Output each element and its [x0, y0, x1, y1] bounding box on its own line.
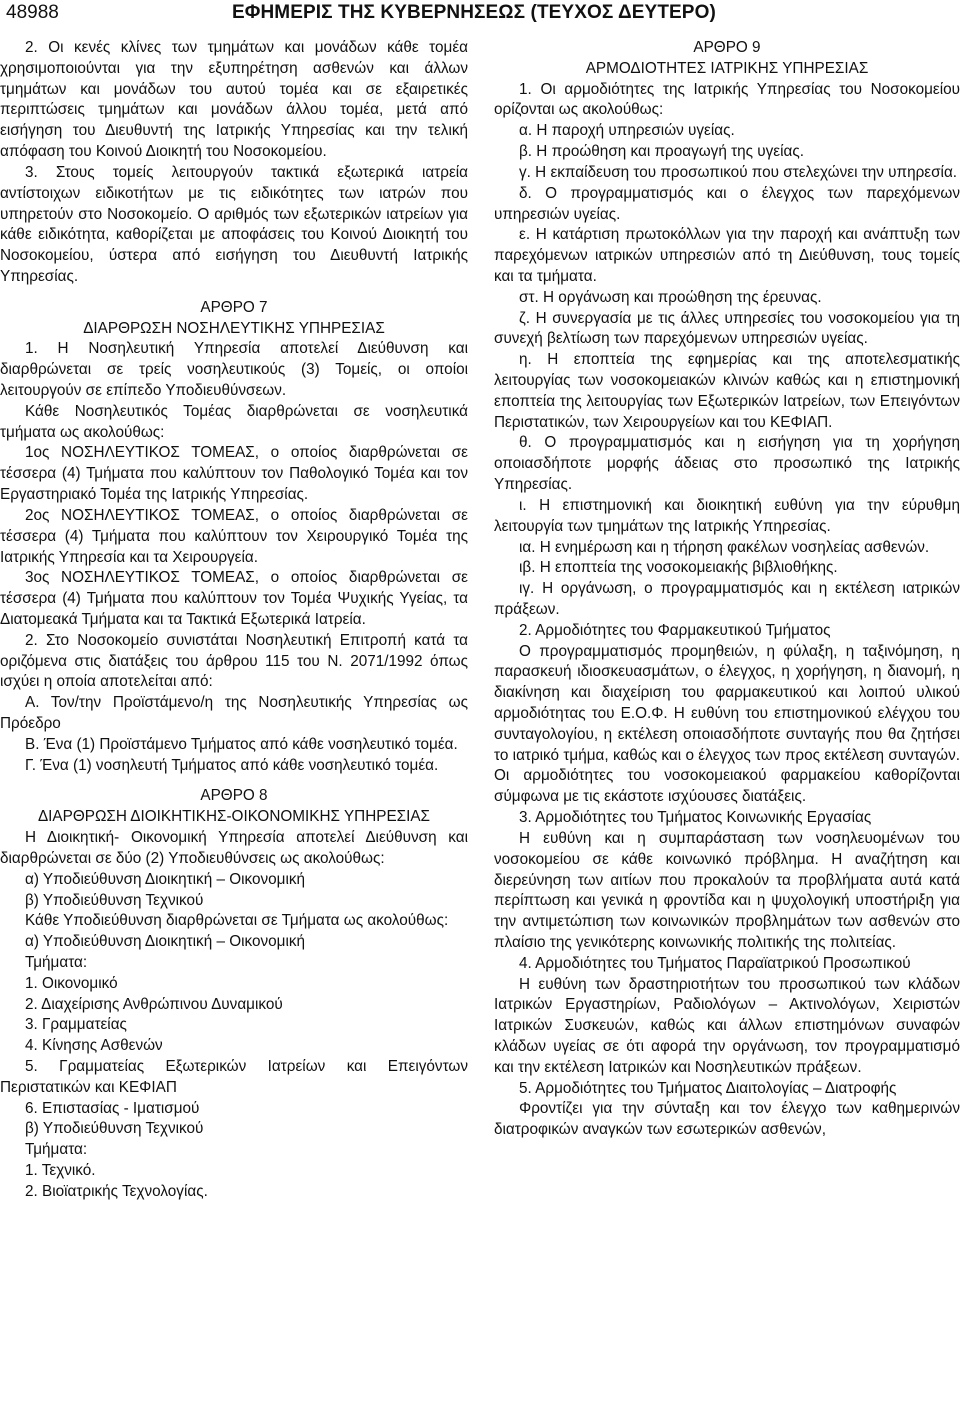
section-heading: 4. Αρμοδιότητες του Τμήματος Παραϊατρικού Προσωπικού: [519, 954, 911, 972]
paragraph: 3. Στους τομείς λειτουργούν τακτικά εξωτερικά ιατρεία αντίστοιχων ειδικοτήτων με τις ειδικότητες των ιατρών που υπηρετούν στο Νοσοκομείο. Ο αριθμός των εξωτερικών ιατρείων για κάθε ειδικότητα, καθορίζεται με αποφάσεις του Κοινού Διοικητή του Νοσοκομείου, ύστερα από εισήγηση του Διευθυντή Ιατρικής Υπηρεσίας.: [0, 163, 468, 285]
paragraph: 1. Η Νοσηλευτική Υπηρεσία αποτελεί Διεύθυνση και διαρθρώνεται σε τρείς νοσηλευτικούς (3) Τομείς, οι οποίοι λειτουργούν σε επίπεδο Υποδιευθύνσεων.: [0, 340, 468, 399]
section-heading: 2. Αρμοδιότητες του Φαρμακευτικού Τμήματος: [519, 621, 831, 639]
paragraph: 3ος ΝΟΣΗΛΕΥΤΙΚΟΣ ΤΟΜΕΑΣ, ο οποίος διαρθρώνεται σε τέσσερα (4) Τμήματα που καλύπτουν τον Τομέα Ψυχικής Υγείας, τα Διατομεακά Τμήματα και τα Τακτικά Εξωτερικά Ιατρεία.: [0, 569, 468, 628]
list-item: ιγ. Η οργάνωση, ο προγραμματισμός και η εκτέλεση ιατρικών πράξεων.: [494, 580, 960, 618]
list-item: Τμήματα:: [25, 1141, 88, 1159]
paragraph: 2ος ΝΟΣΗΛΕΥΤΙΚΟΣ ΤΟΜΕΑΣ, ο οποίος διαρθρώνεται σε τέσσερα (4) Τμήματα που καλύπτουν τον Χειρουργικό Τομέα της Ιατρικής Υπηρεσία και τα Χειρουργεία.: [0, 506, 468, 566]
right-column: [494, 38, 960, 1141]
list-item: δ. Ο προγραμματισμός και ο έλεγχος των παρεχόμενων υπηρεσιών υγείας.: [494, 184, 960, 223]
list-item: β) Υποδιεύθυνση Τεχνικού: [25, 891, 204, 909]
list-item: ε. Η κατάρτιση πρωτοκόλλων για την παροχή και ανάπτυξη των παρεχόμενων ιατρικών υπηρεσιών από τη Διεύθυνση, τους τομείς και τα τμήματα.: [494, 226, 960, 285]
article-heading: ΑΡΘΡΟ 7: [200, 298, 268, 316]
list-item: 5. Γραμματείας Εξωτερικών Ιατρείων και Επειγόντων Περιστατικών και ΚΕΦΙΑΠ: [0, 1058, 468, 1096]
list-item: ι. Η επιστημονική και διοικητική ευθύνη για την εύρυθμη λειτουργία των τμημάτων της Ιατρικής Υπηρεσίας.: [494, 496, 960, 535]
list-item: 3. Γραμματείας: [25, 1016, 127, 1034]
paragraph: Η ευθύνη των δραστηριοτήτων του προσωπικού των κλάδων Ιατρικών Εργαστηρίων, Ραδιολόγων – Ακτινολόγων, Χειριστών Ιατρικών Συσκευών, καθώς και άλλων επιστημόνων συναφών κλάδων υγείας σε ότι αφορά την οργάνωση, τον προγραμματισμό και την εκτέλεση Ιατρικών και Νοσηλευτικών πράξεων.: [494, 975, 960, 1076]
paragraph: Α. Τον/την Προϊστάμενο/η της Νοσηλευτικής Υπηρεσίας ως Πρόεδρο: [0, 694, 468, 732]
paragraph: Η Διοικητική- Οικονομική Υπηρεσία αποτελεί Διεύθυνση και διαρθρώνεται σε δύο (2) Υποδιευθύνσεις ως ακολούθως:: [0, 829, 468, 867]
list-item: α) Υποδιεύθυνση Διοικητική – Οικονομική: [25, 933, 306, 951]
list-item: ζ. Η συνεργασία με τις άλλες υπηρεσίες του νοσοκομείου για τη συνεχή βελτίωση των παρεχόμενων υπηρεσιών υγείας.: [494, 309, 960, 348]
article-title: ΔΙΑΡΘΡΩΣΗ ΔΙΟΙΚΗΤΙΚΗΣ-ΟΙΚΟΝΟΜΙΚΗΣ ΥΠΗΡΕΣΙΑΣ: [37, 808, 431, 826]
list-item: η. Η εποπτεία της εφημερίας και της αποτελεσματικής λειτουργίας των νοσοκομειακών κλινών καθώς και η επιστημονική εποπτεία της λειτουργίας των Εξωτερικών Ιατρείων, των Επειγόντων Περιστατικών, των Χειρουργείων και του ΚΕΦΙΑΠ.: [494, 351, 960, 431]
article-title: ΔΙΑΡΘΡΩΣΗ ΝΟΣΗΛΕΥΤΙΚΗΣ ΥΠΗΡΕΣΙΑΣ: [83, 319, 385, 337]
list-item: β. Η προώθηση και προαγωγή της υγείας.: [519, 143, 804, 161]
running-title: ΕΦΗΜΕΡΙΣ ΤΗΣ ΚΥΒΕΡΝΗΣΕΩΣ (ΤΕΥΧΟΣ ΔΕΥΤΕΡΟ): [232, 2, 716, 23]
list-item: 1. Τεχνικό.: [25, 1162, 96, 1180]
list-item: ια. Η ενημέρωση και η τήρηση φακέλων νοσηλείας ασθενών.: [519, 538, 930, 556]
paragraph: Η ευθύνη και η συμπαράσταση των νοσηλευομένων του νοσοκομείου σε κάθε κοινωνικό πρόβλημα. Η αναζήτηση και διερεύνηση των αιτίων που προκαλούν τα προβλήματα αυτά κατά περίπτωση και γενικά η φροντίδα και η ψυχολογική υποστήριξη για την αντιμετώπιση των κοινωνικών προβλημάτων των ασθενών στο πλαίσιο της γενικότερης κοινωνικής πολιτικής της πολιτείας.: [494, 829, 960, 951]
article-heading: ΑΡΘΡΟ 8: [200, 787, 268, 805]
section-heading: 3. Αρμοδιότητες του Τμήματος Κοινωνικής Εργασίας: [519, 809, 872, 827]
page-header: [0, 0, 960, 36]
paragraph: Γ. Ένα (1) νοσηλευτή Τμήματος από κάθε νοσηλευτικό τομέα.: [25, 756, 439, 774]
list-item: 2. Διαχείρισης Ανθρώπινου Δυναμικού: [25, 995, 283, 1013]
list-item: 1. Οικονομικό: [25, 974, 118, 992]
list-item: ιβ. Η εποπτεία της νοσοκομειακής βιβλιοθήκης.: [519, 559, 838, 577]
paragraph: Κάθε Υποδιεύθυνση διαρθρώνεται σε Τμήματα ως ακολούθως:: [25, 912, 449, 930]
paragraph: 1. Οι αρμοδιότητες της Ιατρικής Υπηρεσίας του Νοσοκομείου ορίζονται ως ακολούθως:: [494, 80, 960, 119]
list-item: α. Η παροχή υπηρεσιών υγείας.: [519, 122, 735, 140]
list-item: α) Υποδιεύθυνση Διοικητική – Οικονομική: [25, 870, 306, 888]
list-item: Τμήματα:: [25, 953, 88, 971]
list-item: στ. Η οργάνωση και προώθηση της έρευνας.: [519, 288, 822, 306]
article-heading: ΑΡΘΡΟ 9: [693, 39, 761, 56]
page-number: 48988: [6, 2, 59, 23]
section-heading: 5. Αρμοδιότητες του Τμήματος Διαιτολογίας – Διατροφής: [519, 1079, 897, 1097]
paragraph: Κάθε Νοσηλευτικός Τομέας διαρθρώνεται σε νοσηλευτικά τμήματα ως ακολούθως:: [0, 402, 468, 441]
paragraph: Φροντίζει για την σύνταξη και τον έλεγχο των καθημερινών διατροφικών αναγκών των εσωτερικών ασθενών,: [494, 1100, 960, 1139]
list-item: 2. Βιοϊατρικής Τεχνολογίας.: [25, 1182, 208, 1200]
list-item: 4. Κίνησης Ασθενών: [25, 1037, 163, 1055]
list-item: θ. Ο προγραμματισμός και η εισήγηση για τη χορήγηση οποιασδήποτε μορφής άδειας στο προσωπικό της Ιατρικής Υπηρεσίας.: [494, 434, 960, 494]
list-item: β) Υποδιεύθυνση Τεχνικού: [25, 1120, 204, 1138]
paragraph: 1ος ΝΟΣΗΛΕΥΤΙΚΟΣ ΤΟΜΕΑΣ, ο οποίος διαρθρώνεται σε τέσσερα (4) Τμήματα που καλύπτουν τον Παθολογικό Τομέα και τον Εργαστηριακό Τομέα της Ιατρικής Υπηρεσίας.: [0, 444, 468, 504]
article-title: ΑΡΜΟΔΙΟΤΗΤΕΣ ΙΑΤΡΙΚΗΣ ΥΠΗΡΕΣΙΑΣ: [585, 59, 869, 77]
paragraph: Β. Ένα (1) Προϊστάμενο Τμήματος από κάθε νοσηλευτικό τομέα.: [25, 735, 458, 753]
list-item: 6. Επιστασίας - Ιματισμού: [25, 1099, 200, 1117]
paragraph: 2. Στο Νοσοκομείο συνιστάται Νοσηλευτική Επιτροπή κατά τα οριζόμενα στις διατάξεις του άρθρου 115 του Ν. 2071/1992 όπως ισχύει η οποία αποτελείται από:: [0, 631, 468, 691]
list-item: γ. Η εκπαίδευση του προσωπικού που στελεχώνει την υπηρεσία.: [519, 163, 958, 181]
left-column: [0, 38, 468, 1203]
paragraph: Ο προγραμματισμός προμηθειών, η φύλαξη, η ταξινόμηση, η παρασκευή ιδιοσκευασμάτων, ο έλεγχος, η χορήγηση, η διανομή, η διακίνηση και διαχείριση του φαρμακευτικού και λοιπού υλικού αρμοδιότητας του Ε.Ο.Φ. Η ευθύνη του επιστημονικού ελέγχου του συνταγολογίου, η εκτέλεση οποιασδήποτε συνταγής που θα ζητήσει το ιατρικό τμήμα, καθώς και ο έλεγχος των προς εκτέλεση συνταγών. Οι αρμοδιότητες του νοσοκομειακού φαρμακείου καθορίζονται σύμφωνα με τις εκάστοτε ισχύουσες διατάξεις.: [494, 642, 960, 806]
paragraph: 2. Οι κενές κλίνες των τμημάτων και μονάδων κάθε τομέα χρησιμοποιούνται για την εξυπηρέτηση ασθενών και άλλων τμημάτων και μονάδων του αυτού τομέα και σε εξαιρετικές περιπτώσεις τμημάτων και μονάδων άλλου τομέα, μετά από εισήγηση του Διευθυντή της Ιατρικής Υπηρεσίας και την τελική απόφαση του Κοινού Διοικητή του Νοσοκομείου.: [0, 39, 468, 161]
